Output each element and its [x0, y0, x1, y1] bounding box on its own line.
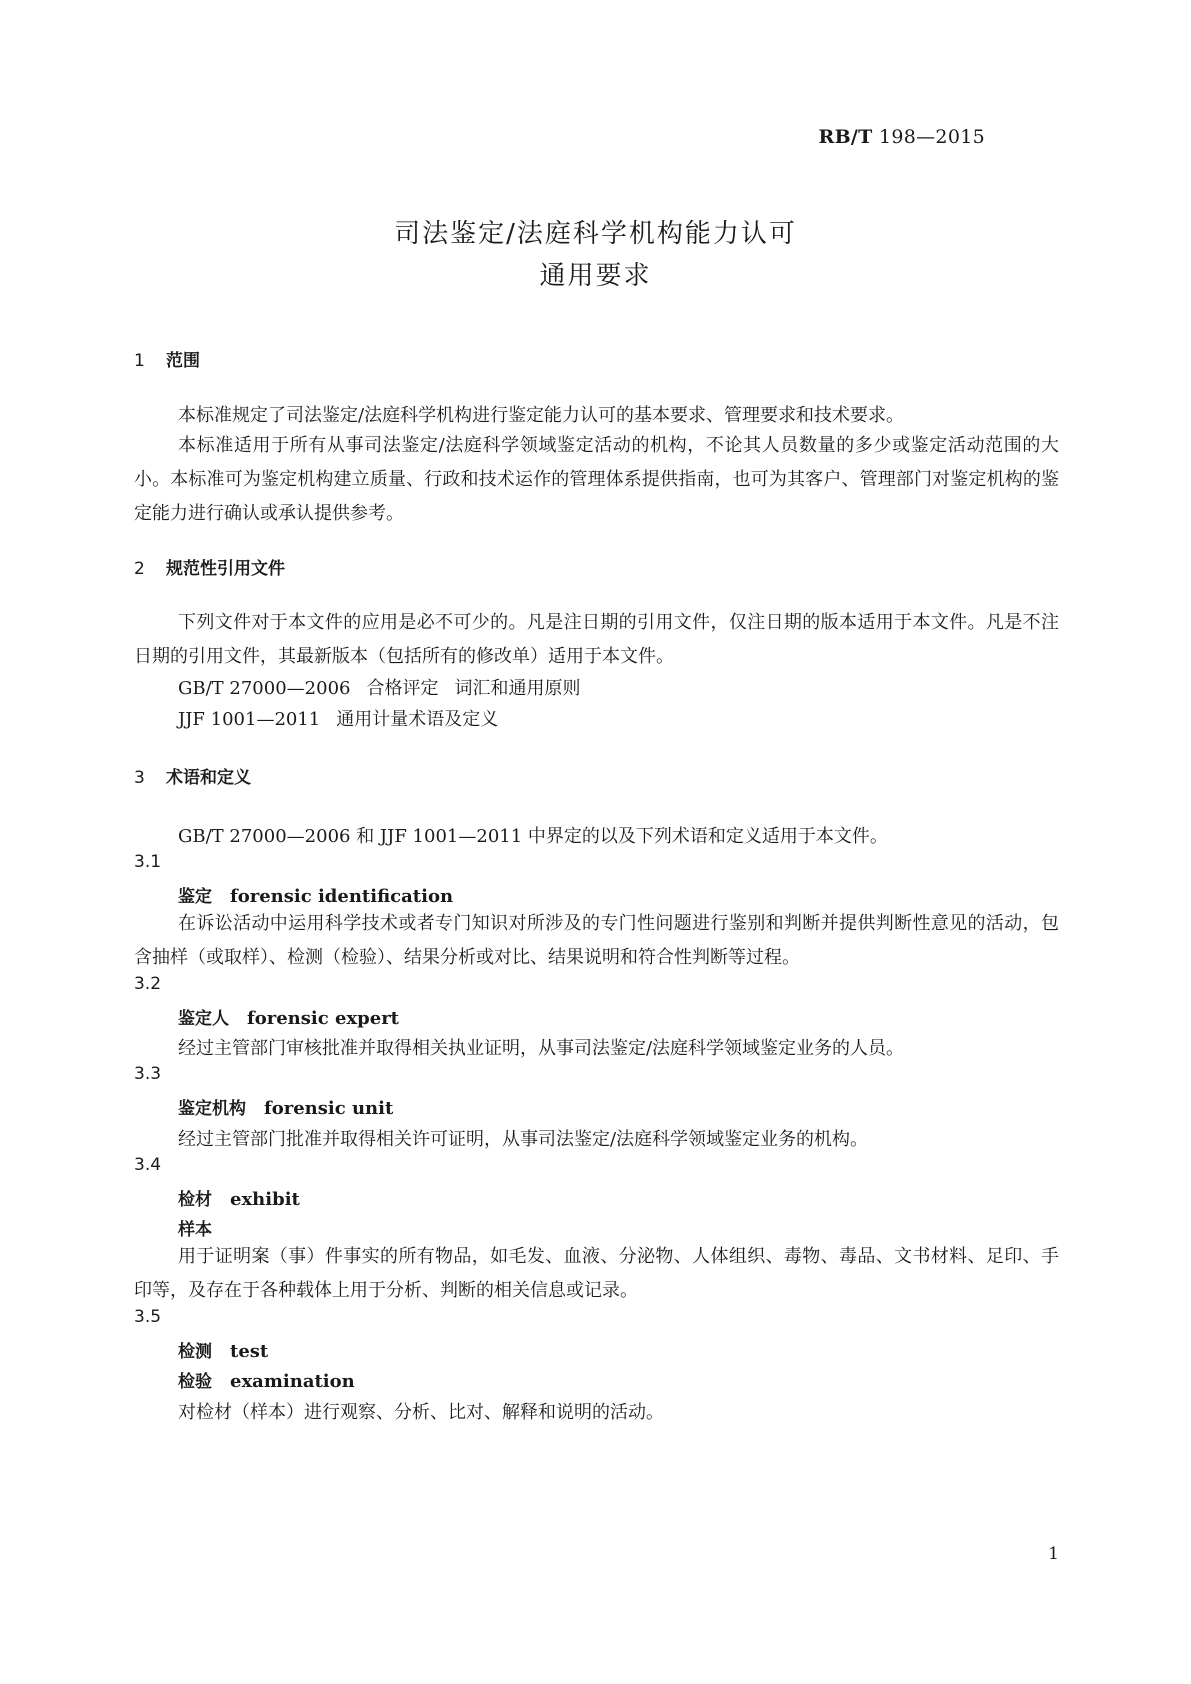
standard-code-number: 198—2015 — [878, 126, 985, 148]
term-en-synonym: examination — [230, 1371, 355, 1392]
term-heading — [178, 1185, 300, 1210]
term-definition: 对检材（样本）进行观察、分析、比对、解释和说明的活动。 — [178, 1402, 664, 1423]
section-3-intro: GB/T 27000—2006 和 JJF 1001—2011 中界定的以及下列术语和定义适用于本文件。 — [178, 826, 888, 847]
term-definition: 在诉讼活动中运用科学技术或者专门知识对所涉及的专门性问题进行鉴别和判断并提供判断性意见的活动，包含抽样（或取样）、检测（检验）、结果分析或对比、结果说明和符合性判断等过程。 — [134, 913, 1059, 968]
reference-code: GB/T 27000—2006 — [178, 678, 351, 699]
clause-number: 3.5 — [134, 1307, 162, 1327]
section-number: 3 — [134, 768, 145, 788]
clause-number: 3.3 — [134, 1064, 162, 1084]
section-2-paragraph: 下列文件对于本文件的应用是必不可少的。凡是注日期的引用文件，仅注日期的版本适用于本文件。凡是不注日期的引用文件，其最新版本（包括所有的修改单）适用于本文件。 — [134, 612, 1059, 667]
section-3-heading — [134, 763, 251, 788]
section-1-paragraph-1: 本标准规定了司法鉴定/法庭科学机构进行鉴定能力认可的基本要求、管理要求和技术要求。 — [178, 405, 905, 426]
term-zh: 鉴定人 — [178, 1009, 229, 1029]
reference-item — [178, 674, 580, 700]
section-title: 术语和定义 — [166, 768, 251, 788]
section-number: 1 — [134, 351, 145, 371]
term-heading — [178, 1004, 399, 1029]
section-number: 2 — [134, 559, 145, 579]
standard-code — [818, 126, 985, 148]
term-zh: 检测 — [178, 1342, 212, 1362]
clause-number: 3.4 — [134, 1155, 162, 1175]
term-synonym — [178, 1215, 212, 1240]
reference-title: 通用计量术语及定义 — [336, 709, 499, 730]
term-zh-synonym: 检验 — [178, 1372, 212, 1392]
term-synonym — [178, 1367, 355, 1392]
document-title-line1: 司法鉴定/法庭科学机构能力认可 — [394, 219, 797, 249]
term-en: forensic expert — [247, 1008, 399, 1029]
term-en: forensic unit — [264, 1098, 394, 1119]
reference-code: JJF 1001—2011 — [178, 709, 321, 730]
term-en: test — [230, 1341, 269, 1362]
standard-code-prefix: RB/T — [818, 126, 873, 148]
section-1-heading — [134, 346, 200, 371]
term-definition: 用于证明案（事）件事实的所有物品，如毛发、血液、分泌物、人体组织、毒物、毒品、文书材料、足印、手印等，及存在于各种载体上用于分析、判断的相关信息或记录。 — [134, 1246, 1059, 1301]
section-2-heading — [134, 554, 285, 579]
section-title: 范围 — [166, 351, 200, 371]
document-title-line2: 通用要求 — [539, 261, 652, 291]
term-zh: 鉴定 — [178, 887, 212, 907]
clause-number: 3.2 — [134, 974, 162, 994]
term-heading — [178, 882, 453, 907]
term-zh: 鉴定机构 — [178, 1099, 246, 1119]
term-zh-synonym: 样本 — [178, 1220, 212, 1240]
term-heading — [178, 1337, 268, 1362]
term-definition: 经过主管部门审核批准并取得相关执业证明，从事司法鉴定/法庭科学领域鉴定业务的人员。 — [178, 1038, 905, 1059]
term-heading — [178, 1094, 393, 1119]
term-zh: 检材 — [178, 1190, 212, 1210]
page-number: 1 — [1048, 1544, 1059, 1564]
section-1-paragraph-2: 本标准适用于所有从事司法鉴定/法庭科学领域鉴定活动的机构，不论其人员数量的多少或鉴定活动范围的大小。本标准可为鉴定机构建立质量、行政和技术运作的管理体系提供指南，也可为其客户、管理部门对鉴定机构的鉴定能力进行确认或承认提供参考。 — [134, 435, 1059, 524]
section-title: 规范性引用文件 — [166, 559, 285, 579]
term-en: exhibit — [230, 1189, 300, 1210]
reference-title: 合格评定 — [366, 678, 439, 699]
term-en: forensic identification — [230, 886, 454, 907]
term-definition: 经过主管部门批准并取得相关许可证明，从事司法鉴定/法庭科学领域鉴定业务的机构。 — [178, 1129, 869, 1150]
reference-title: 词汇和通用原则 — [454, 678, 581, 699]
reference-item — [178, 705, 498, 731]
clause-number: 3.1 — [134, 852, 162, 872]
